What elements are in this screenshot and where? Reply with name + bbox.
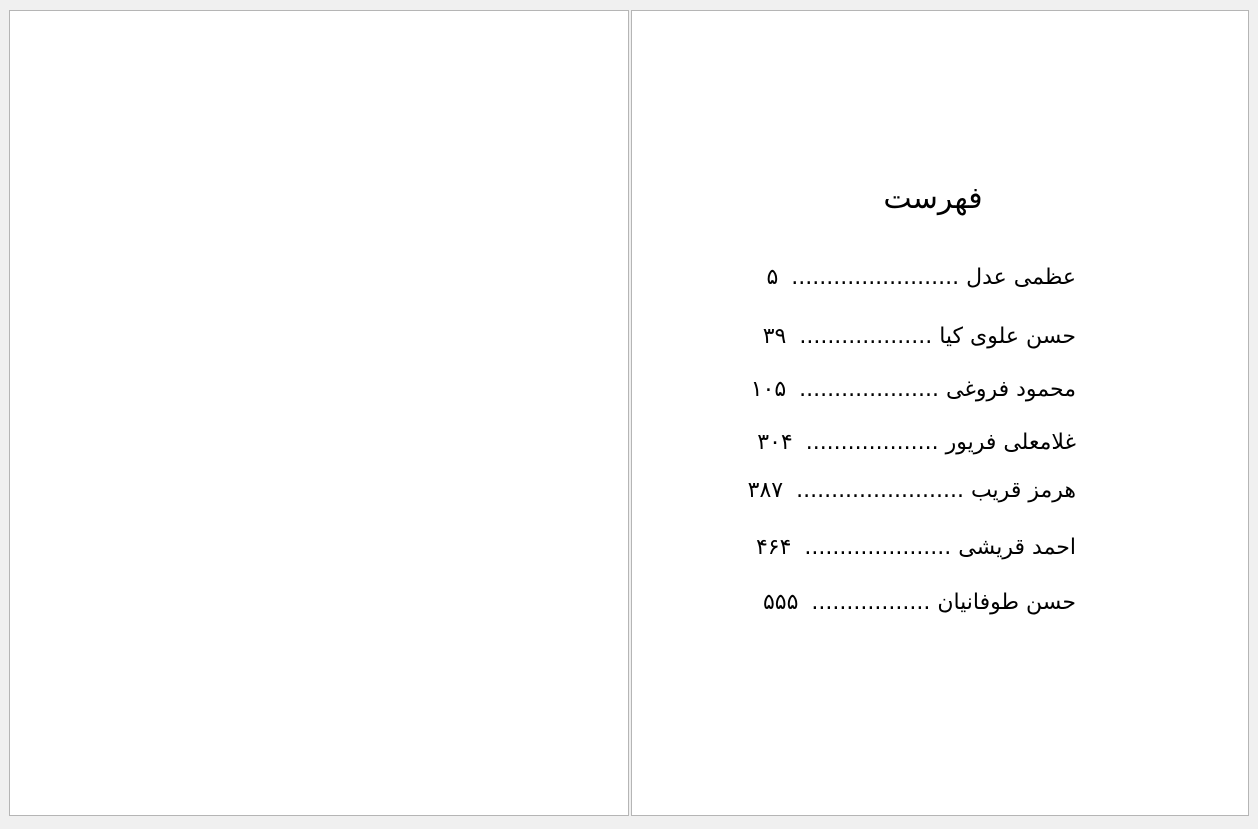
- toc-leader-dots: .....................: [804, 535, 952, 560]
- toc-leader-dots: ........................: [796, 478, 964, 503]
- left-page: [9, 10, 629, 816]
- toc-page-number: ۱۰۵: [750, 377, 787, 402]
- toc-entry-name: حسن طوفانیان: [937, 590, 1076, 615]
- toc-page-number: ۵۵۵: [762, 590, 799, 615]
- toc-entry[interactable]: [757, 430, 1076, 455]
- toc-entry-name: عظمی عدل: [966, 265, 1076, 290]
- right-page: [631, 10, 1249, 816]
- toc-page-number: ۵: [766, 265, 779, 290]
- toc-leader-dots: ....................: [799, 377, 940, 402]
- toc-leader-dots: .................: [811, 590, 931, 615]
- toc-leader-dots: ...................: [799, 324, 933, 349]
- toc-leader-dots: ...................: [805, 430, 939, 455]
- toc-entry[interactable]: [763, 324, 1076, 349]
- toc-entry-name: احمد قریشی: [958, 535, 1076, 560]
- toc-entry[interactable]: [763, 590, 1076, 615]
- toc-entry-name: حسن علوی کیا: [939, 324, 1076, 349]
- toc-entry-name: محمود فروغی: [946, 377, 1076, 402]
- toc-leader-dots: ........................: [791, 265, 960, 290]
- toc-title: فهرست: [883, 181, 983, 216]
- toc-entry[interactable]: [766, 265, 1076, 290]
- toc-entry[interactable]: [756, 535, 1076, 560]
- toc-page-number: ۳۹: [762, 324, 787, 349]
- toc-page-number: ۳۰۴: [757, 430, 793, 455]
- toc-entry[interactable]: [748, 478, 1076, 503]
- toc-entry-name: غلامعلی فریور: [945, 430, 1076, 455]
- toc-page-number: ۳۸۷: [747, 478, 784, 503]
- toc-page-number: ۴۶۴: [755, 535, 792, 560]
- toc-entry-name: هرمز قریب: [970, 478, 1076, 503]
- toc-entry[interactable]: [751, 377, 1076, 402]
